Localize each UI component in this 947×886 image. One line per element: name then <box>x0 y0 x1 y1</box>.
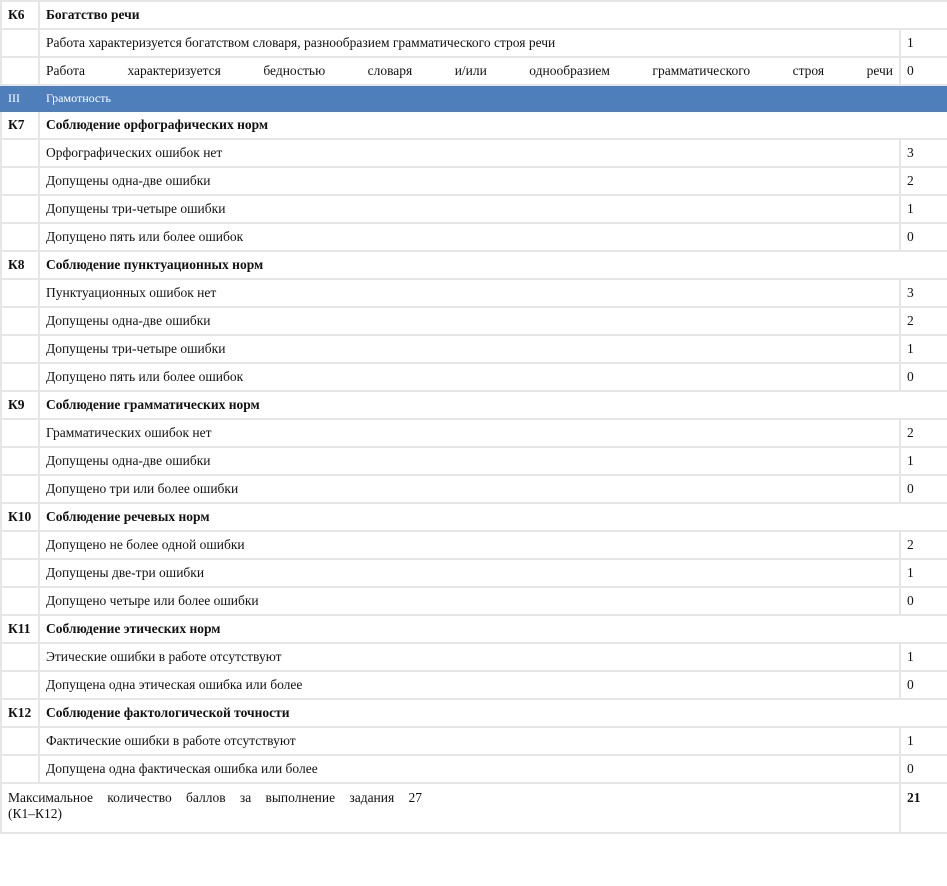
criterion-option-row <box>1 57 947 85</box>
criterion-option-row <box>1 671 947 699</box>
criterion-option-row <box>1 223 947 251</box>
criterion-option-text: Допущена одна этическая ошибка или более <box>39 671 900 699</box>
criterion-option-score: 1 <box>900 643 947 671</box>
criterion-code-spacer <box>1 139 39 167</box>
criterion-option-score: 1 <box>900 29 947 57</box>
criterion-code-spacer <box>1 475 39 503</box>
criterion-option-score: 2 <box>900 307 947 335</box>
criterion-option-score: 0 <box>900 587 947 615</box>
criterion-code-spacer <box>1 531 39 559</box>
criterion-option-row <box>1 29 947 57</box>
criterion-code: К10 <box>1 503 39 531</box>
criterion-option-score: 2 <box>900 531 947 559</box>
criteria-table-body <box>1 1 947 833</box>
criterion-option-row <box>1 307 947 335</box>
criterion-code: К9 <box>1 391 39 419</box>
criterion-option-text: Этические ошибки в работе отсутствуют <box>39 643 900 671</box>
criterion-option-score: 1 <box>900 335 947 363</box>
criterion-code: К7 <box>1 111 39 139</box>
criterion-option-row <box>1 167 947 195</box>
criterion-code-spacer <box>1 755 39 783</box>
criterion-option-text: Допущены одна-две ошибки <box>39 167 900 195</box>
criterion-title: Богатство речи <box>39 1 947 29</box>
criterion-code: К8 <box>1 251 39 279</box>
criterion-option-text: Допущены три-четыре ошибки <box>39 335 900 363</box>
section-number: III <box>1 85 39 111</box>
criterion-title: Соблюдение фактологической точности <box>39 699 947 727</box>
criterion-option-text: Допущены одна-две ошибки <box>39 307 900 335</box>
max-score-value: 21 <box>900 783 947 833</box>
criterion-title: Соблюдение этических норм <box>39 615 947 643</box>
criterion-option-row <box>1 587 947 615</box>
criterion-header-row <box>1 391 947 419</box>
criterion-option-row <box>1 195 947 223</box>
criterion-option-row <box>1 475 947 503</box>
criterion-header-row <box>1 1 947 29</box>
criterion-option-text: Работа характеризуется богатством словаря, разнообразием грамматического строя речи <box>39 29 900 57</box>
criterion-code-spacer <box>1 671 39 699</box>
criterion-option-text: Допущено пять или более ошибок <box>39 363 900 391</box>
criterion-title: Соблюдение речевых норм <box>39 503 947 531</box>
criterion-header-row <box>1 699 947 727</box>
criterion-option-row <box>1 643 947 671</box>
section-row <box>1 85 947 111</box>
criterion-option-text: Пунктуационных ошибок нет <box>39 279 900 307</box>
criterion-option-text: Фактические ошибки в работе отсутствуют <box>39 727 900 755</box>
criterion-option-row <box>1 139 947 167</box>
criterion-title: Соблюдение пунктуационных норм <box>39 251 947 279</box>
criterion-option-row <box>1 279 947 307</box>
criterion-code-spacer <box>1 419 39 447</box>
criterion-option-text: Допущена одна фактическая ошибка или более <box>39 755 900 783</box>
criterion-option-score: 3 <box>900 139 947 167</box>
criterion-option-text: Допущено три или более ошибки <box>39 475 900 503</box>
criterion-option-text: Грамматических ошибок нет <box>39 419 900 447</box>
criterion-option-text: Допущены одна-две ошибки <box>39 447 900 475</box>
criterion-code-spacer <box>1 447 39 475</box>
criterion-code-spacer <box>1 727 39 755</box>
criterion-option-row <box>1 335 947 363</box>
criterion-option-score: 2 <box>900 419 947 447</box>
criterion-code-spacer <box>1 307 39 335</box>
criterion-code-spacer <box>1 195 39 223</box>
criterion-option-score: 1 <box>900 559 947 587</box>
criterion-code: К12 <box>1 699 39 727</box>
criterion-option-score: 0 <box>900 475 947 503</box>
max-score-label-line2: (К1–К12) <box>8 806 62 821</box>
criterion-option-score: 0 <box>900 57 947 85</box>
criterion-option-row <box>1 559 947 587</box>
criterion-code-spacer <box>1 223 39 251</box>
criterion-option-score: 0 <box>900 363 947 391</box>
criterion-option-text: Допущено пять или более ошибок <box>39 223 900 251</box>
criterion-header-row <box>1 251 947 279</box>
criterion-code-spacer <box>1 279 39 307</box>
criterion-option-row <box>1 531 947 559</box>
criterion-code-spacer <box>1 335 39 363</box>
criterion-option-score: 1 <box>900 727 947 755</box>
criterion-option-row <box>1 363 947 391</box>
criterion-code-spacer <box>1 559 39 587</box>
criterion-option-score: 3 <box>900 279 947 307</box>
criterion-option-score: 1 <box>900 195 947 223</box>
total-row <box>1 783 947 833</box>
criterion-option-text: Допущено четыре или более ошибки <box>39 587 900 615</box>
criterion-option-score: 2 <box>900 167 947 195</box>
criterion-code-spacer <box>1 587 39 615</box>
criterion-option-score: 1 <box>900 447 947 475</box>
criterion-option-score: 0 <box>900 223 947 251</box>
criterion-header-row <box>1 503 947 531</box>
criterion-option-row <box>1 727 947 755</box>
criterion-option-text: Допущены три-четыре ошибки <box>39 195 900 223</box>
criterion-option-row <box>1 755 947 783</box>
criterion-header-row <box>1 615 947 643</box>
criterion-code-spacer <box>1 167 39 195</box>
criterion-header-row <box>1 111 947 139</box>
criterion-code: К6 <box>1 1 39 29</box>
criterion-code-spacer <box>1 363 39 391</box>
criterion-title: Соблюдение грамматических норм <box>39 391 947 419</box>
criterion-code-spacer <box>1 57 39 85</box>
criterion-option-row <box>1 419 947 447</box>
criterion-code: К11 <box>1 615 39 643</box>
criterion-code-spacer <box>1 643 39 671</box>
criterion-option-text: Допущено не более одной ошибки <box>39 531 900 559</box>
criterion-option-text: Орфографических ошибок нет <box>39 139 900 167</box>
max-score-label-line1: Максимальное количество баллов за выполнение задания 27 <box>8 790 422 805</box>
criterion-title: Соблюдение орфографических норм <box>39 111 947 139</box>
criterion-code-spacer <box>1 29 39 57</box>
criterion-option-text: Работа характеризуется бедностью словаря и/или однообразием грамматического строя речи <box>39 57 900 85</box>
max-score-label <box>1 783 900 833</box>
criterion-option-score: 0 <box>900 671 947 699</box>
criterion-option-row <box>1 447 947 475</box>
section-title: Грамотность <box>39 85 947 111</box>
criterion-option-text: Допущены две-три ошибки <box>39 559 900 587</box>
criterion-option-score: 0 <box>900 755 947 783</box>
